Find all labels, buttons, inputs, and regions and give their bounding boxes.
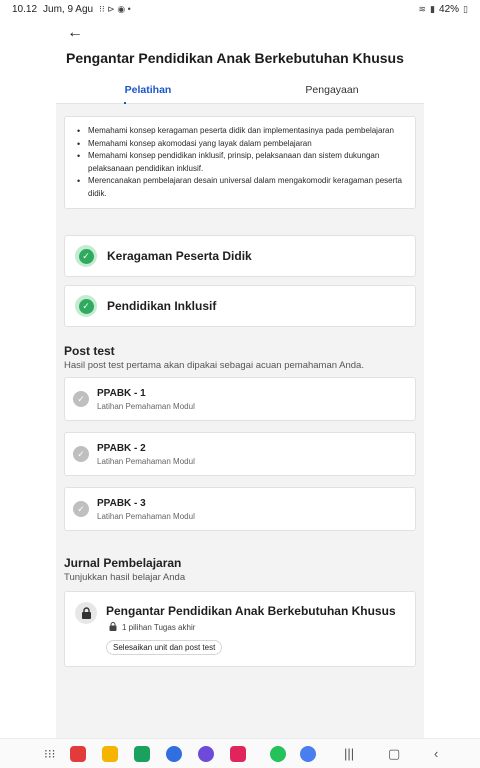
home-icon[interactable]: ▢: [388, 746, 401, 761]
app-icon-purple[interactable]: [198, 746, 214, 762]
test-title: PPABK - 3: [97, 497, 146, 509]
battery-level: 42%: [439, 3, 460, 15]
unit-title: Keragaman Peserta Didik: [107, 249, 252, 263]
test-subtitle: Latihan Pemahaman Modul: [97, 511, 195, 521]
journal-requirement-badge: Selesaikan unit dan post test: [106, 640, 222, 655]
completed-check-icon: ✓: [75, 295, 97, 317]
test-subtitle: Latihan Pemahaman Modul: [97, 456, 195, 466]
post-test-title: Post test: [64, 344, 115, 358]
completed-check-icon: ✓: [75, 245, 97, 267]
page-title: Pengantar Pendidikan Anak Berkebutuhan Khusus: [66, 50, 404, 66]
status-bar: [0, 0, 480, 18]
status-left: [12, 4, 131, 15]
journal-section-title: Jurnal Pembelajaran: [64, 556, 182, 570]
journal-card[interactable]: [64, 591, 416, 667]
app-icon-pink[interactable]: [230, 746, 246, 762]
app-icon-yellow[interactable]: [102, 746, 118, 762]
tab-pelatihan[interactable]: Pelatihan: [56, 78, 240, 103]
back-button[interactable]: [66, 24, 84, 42]
main-content[interactable]: [56, 104, 424, 738]
objective-item: • Memahami konsep pendidikan inklusif, prinsip, pelaksanaan dan sistem dukungan pelaksanaan pendidikan inklusif.: [77, 150, 405, 175]
tab-pengayaan[interactable]: Pengayaan: [305, 84, 359, 96]
signal-icon: ▮: [430, 3, 436, 14]
status-date: Jum, 9 Agu: [43, 3, 94, 15]
app-icon-blue[interactable]: [166, 746, 182, 762]
objectives-list: [77, 125, 405, 200]
journal-meta: [109, 622, 195, 633]
test-title: PPABK - 1: [97, 387, 146, 399]
status-time: 10.12: [12, 3, 38, 15]
tab-bar: [56, 78, 424, 104]
small-lock-icon: [109, 622, 117, 633]
navigation-bar: [0, 738, 480, 768]
objective-item: • Merencanakan pembelajaran desain universal dalam mengakomodir keragaman peserta didik.: [77, 175, 405, 200]
journal-card-title: Pengantar Pendidikan Anak Berkebutuhan Khusus: [106, 604, 396, 618]
unit-card-inklusif[interactable]: [64, 285, 416, 327]
post-test-item-3[interactable]: [64, 487, 416, 531]
status-right: [419, 4, 468, 15]
recent-apps-icon[interactable]: |||: [344, 746, 355, 761]
arrow-left-icon: ←: [67, 24, 83, 41]
objective-item: • Memahami konsep keragaman peserta didik dan implementasinya pada pembelajaran: [77, 125, 405, 138]
objective-item: • Memahami konsep akomodasi yang layak dalam pembelajaran: [77, 138, 405, 151]
journal-section-subtitle: Tunjukkan hasil belajar Anda: [64, 572, 186, 583]
battery-icon: ▯: [463, 3, 468, 14]
objectives-card: [64, 116, 416, 209]
wifi-icon: ≋: [418, 3, 427, 14]
post-test-item-1[interactable]: [64, 377, 416, 421]
pending-check-icon: ✓: [73, 391, 89, 407]
post-test-subtitle: Hasil post test pertama akan dipakai sebagai acuan pemahaman Anda.: [64, 360, 364, 371]
pending-check-icon: ✓: [73, 446, 89, 462]
journal-meta-text: 1 pilihan Tugas akhir: [122, 623, 196, 632]
test-subtitle: Latihan Pemahaman Modul: [97, 401, 195, 411]
back-nav-icon[interactable]: ‹: [434, 746, 439, 761]
pending-check-icon: ✓: [73, 501, 89, 517]
app-icon-gradient[interactable]: [300, 746, 316, 762]
app-drawer-icon[interactable]: ⁝⁝⁝: [44, 747, 56, 761]
post-test-item-2[interactable]: [64, 432, 416, 476]
notification-icons: ⁝⁝ ⊳ ◉ •: [99, 3, 131, 14]
lock-icon: [75, 602, 97, 624]
test-title: PPABK - 2: [97, 442, 146, 454]
app-icon-green[interactable]: [134, 746, 150, 762]
unit-card-keragaman[interactable]: [64, 235, 416, 277]
unit-title: Pendidikan Inklusif: [107, 299, 217, 313]
whatsapp-icon[interactable]: [270, 746, 286, 762]
app-icon-red[interactable]: [70, 746, 86, 762]
